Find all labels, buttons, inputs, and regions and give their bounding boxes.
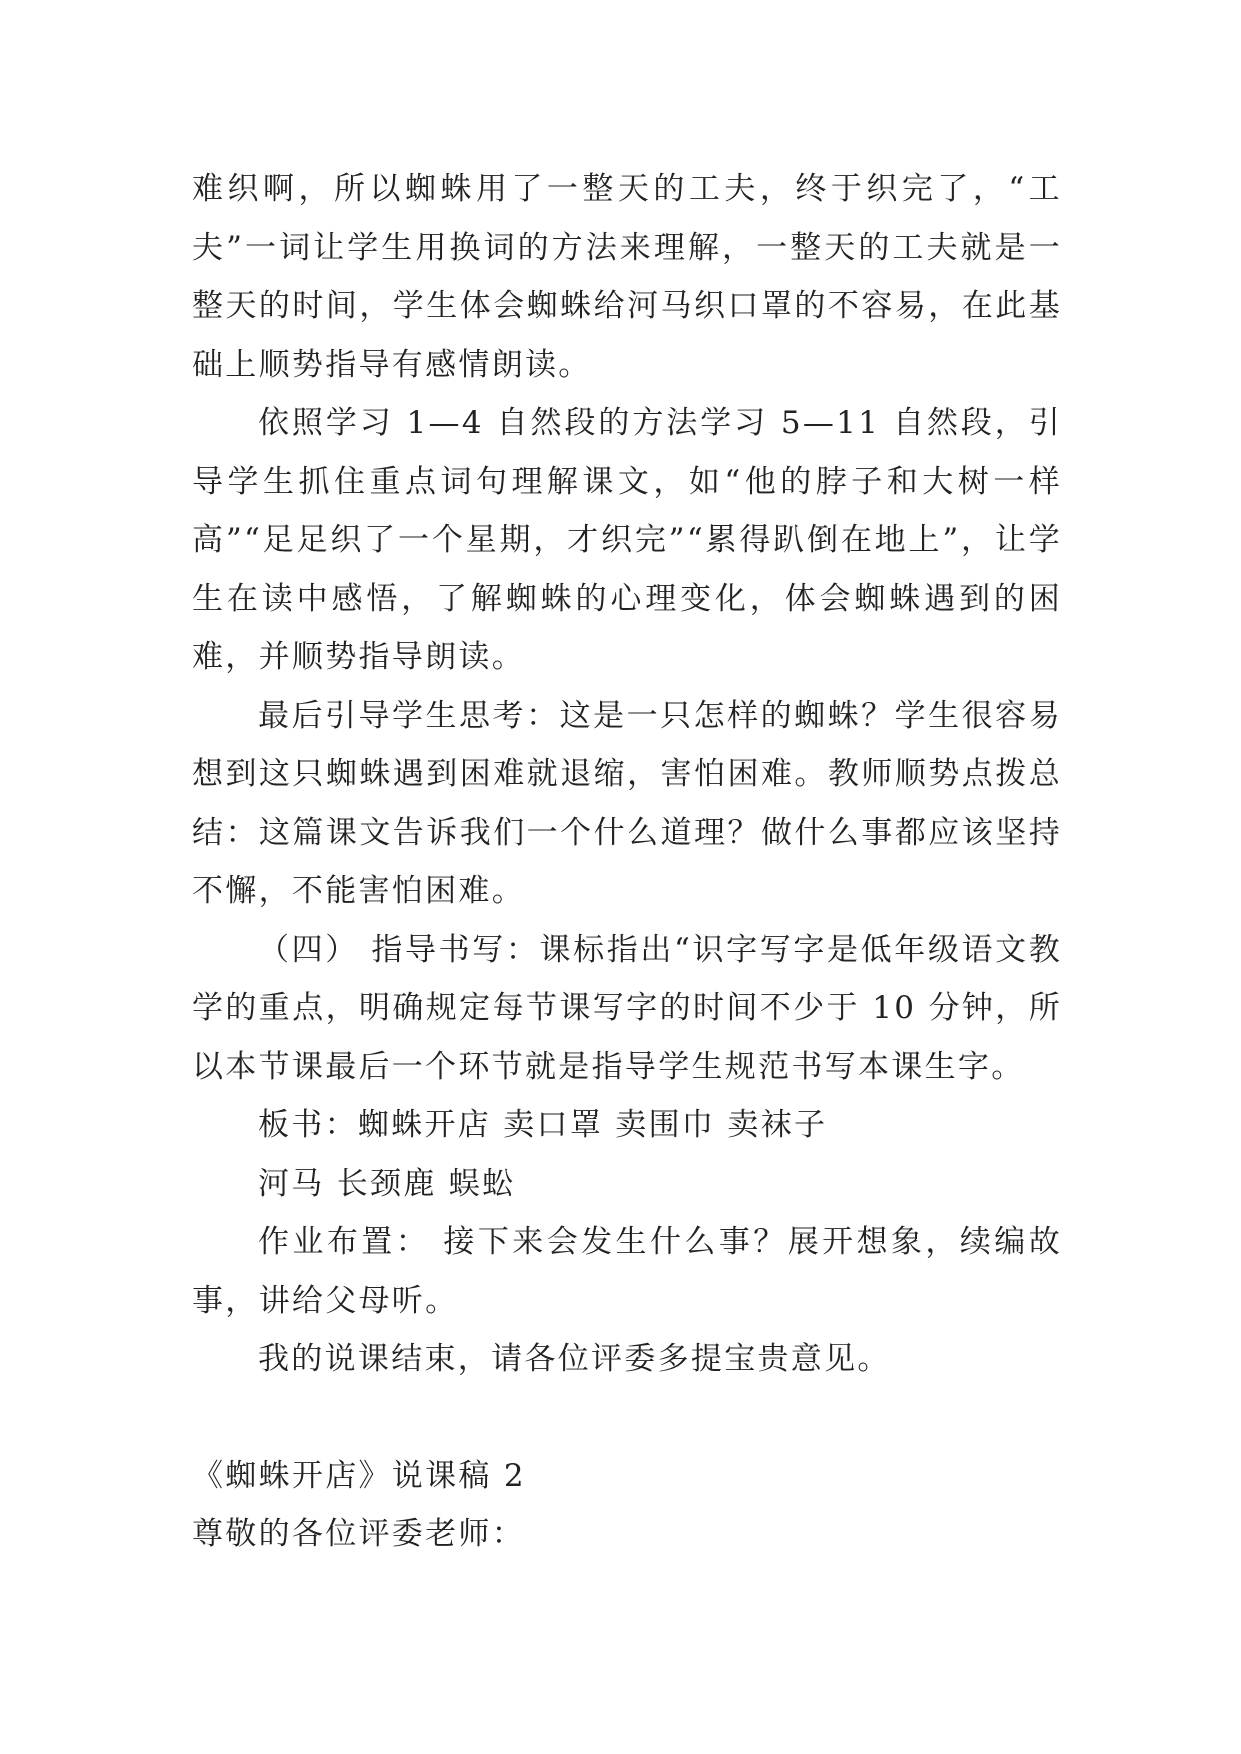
paragraph-summary: 最后引导学生思考：这是一只怎样的蜘蛛？学生很容易想到这只蜘蛛遇到困难就退缩，害怕困难。教师顺势点拨总结：这篇课文告诉我们一个什么道理？做什么事都应该坚持不懈，不能害怕困难。 <box>192 697 1062 909</box>
paragraph-writing-guidance: （四） 指导书写：课标指出“识字写字是低年级语文教学的重点，明确规定每节课写字的时间不少于 10 分钟，所以本节课最后一个环节就是指导学生规范书写本课生字。 <box>192 931 1062 1085</box>
salutation: 尊敬的各位评委老师： <box>192 1516 525 1552</box>
paragraph-blackboard: 板书：蜘蛛开店 卖口罩 卖围巾 卖袜子 <box>258 1107 828 1143</box>
document-body <box>192 160 1062 1564</box>
paragraph-blackboard-animals: 河马 长颈鹿 蜈蚣 <box>258 1165 516 1202</box>
paragraph-study-method: 依照学习 1—4 自然段的方法学习 5—11 自然段，引导学生抓住重点词句理解课文，如“他的脖子和大树一样高”“足足织了一个星期，才织完”“累得趴倒在地上”，让学生在读中感悟，了解蜘蛛的心理变化，体会蜘蛛遇到的困难，并顺势指导朗读。 <box>192 405 1062 675</box>
paragraph-homework: 作业布置： 接下来会发生什么事？展开想象，续编故事，讲给父母听。 <box>192 1224 1062 1319</box>
section-title: 《蜘蛛开店》说课稿 2 <box>192 1457 526 1494</box>
paragraph-continuation: 难织啊，所以蜘蛛用了一整天的工夫，终于织完了，“工夫”一词让学生用换词的方法来理解，一整天的工夫就是一整天的时间，学生体会蜘蛛给河马织口罩的不容易，在此基础上顺势指导有感情朗读。 <box>192 171 1062 383</box>
paragraph-closing: 我的说课结束，请各位评委多提宝贵意见。 <box>258 1341 891 1377</box>
section-spacer <box>192 1389 1062 1447</box>
